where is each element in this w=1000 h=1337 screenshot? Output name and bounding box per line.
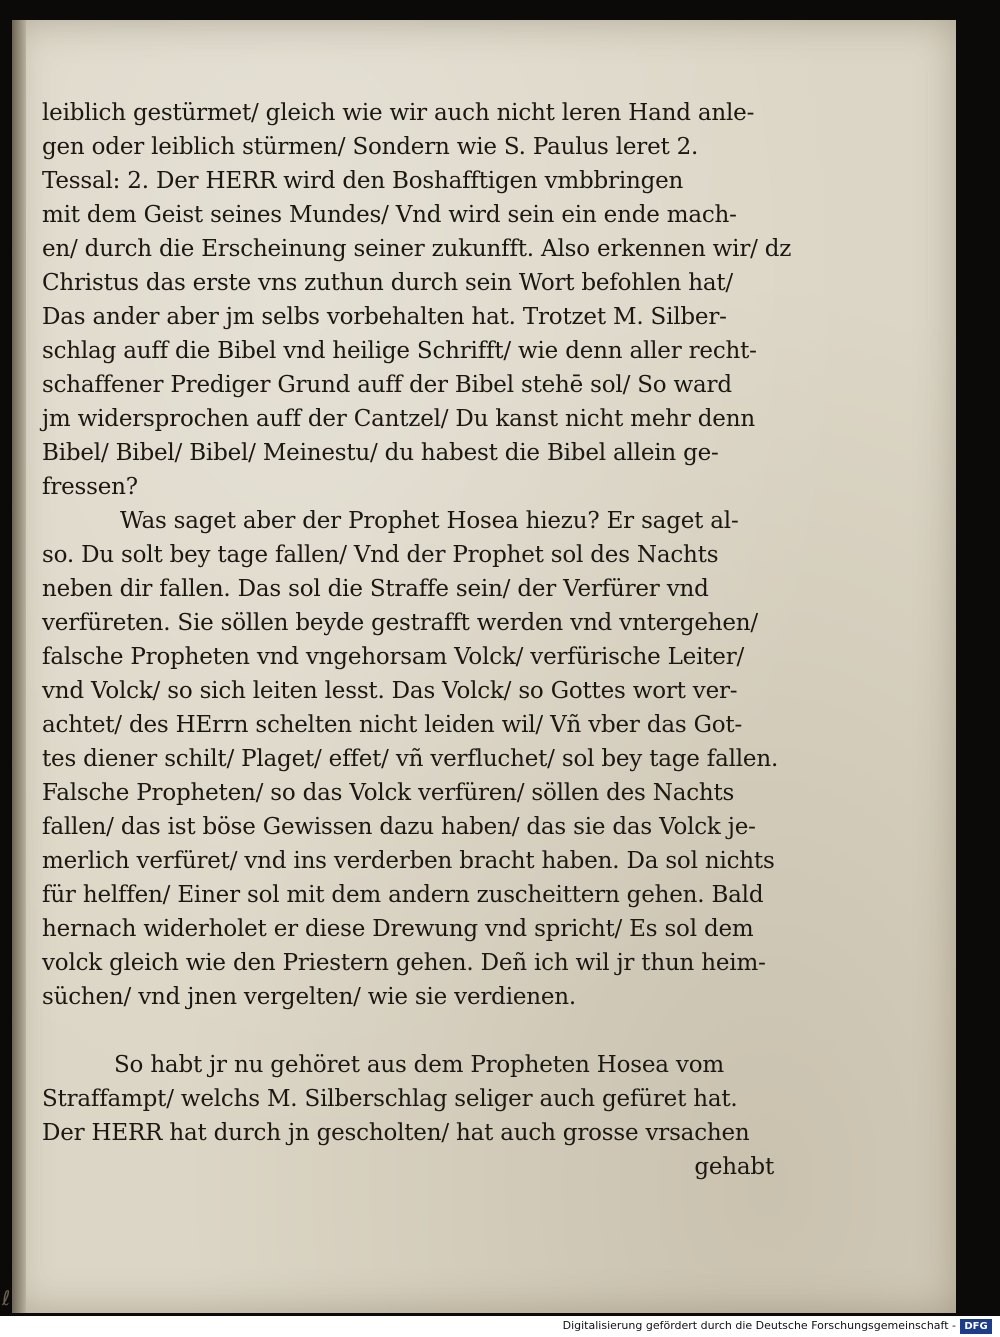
text-line: verfüreten. Sie söllen beyde gestrafft werden vnd vntergehen/ (42, 610, 758, 636)
text-line: fallen/ das ist böse Gewissen dazu haben/ das sie das Volck je- (42, 814, 756, 840)
corner-mark-icon: ℓ (2, 1286, 11, 1310)
page-text (42, 96, 792, 1184)
footer-credit: Digitalisierung gefördert durch die Deutsche Forschungsgemeinschaft - (562, 1319, 956, 1332)
text-line: schaffener Prediger Grund auff der Bibel stehē sol/ So ward (42, 372, 732, 398)
text-line: Was saget aber der Prophet Hosea hiezu? Er saget al- (120, 508, 739, 534)
text-line: Tessal: 2. Der HERR wird den Boshafftigen vmbbringen (42, 168, 684, 194)
text-line: Straffampt/ welchs M. Silberschlag seliger auch gefüret hat. (42, 1086, 738, 1112)
text-line: merlich verfüret/ vnd ins verderben bracht haben. Da sol nichts (42, 848, 775, 874)
dfg-logo-icon: DFG (960, 1319, 992, 1334)
text-line: fressen? (42, 474, 138, 500)
text-line: volck gleich wie den Priestern gehen. Deñ ich wil jr thun heim- (42, 950, 766, 976)
text-line: so. Du solt bey tage fallen/ Vnd der Prophet sol des Nachts (42, 542, 719, 568)
text-line: gen oder leiblich stürmen/ Sondern wie S. Paulus leret 2. (42, 134, 699, 160)
text-line: Christus das erste vns zuthun durch sein Wort befohlen hat/ (42, 270, 733, 296)
text-line: achtet/ des HErrn schelten nicht leiden wil/ Vñ vber das Got- (42, 712, 743, 738)
paragraph-gap (42, 1014, 782, 1048)
page-edge (12, 20, 26, 1313)
text-line: tes diener schilt/ Plaget/ effet/ vñ verfluchet/ sol bey tage fallen. (42, 746, 779, 772)
text-line: Falsche Propheten/ so das Volck verfüren/ söllen des Nachts (42, 780, 735, 806)
text-line: Bibel/ Bibel/ Bibel/ Meinestu/ du habest die Bibel allein ge- (42, 440, 719, 466)
text-line: mit dem Geist seines Mundes/ Vnd wird sein ein ende mach- (42, 202, 737, 228)
text-line: en/ durch die Erscheinung seiner zukunfft. Also erkennen wir/ dz (42, 236, 792, 262)
text-line: süchen/ vnd jnen vergelten/ wie sie verdienen. (42, 984, 577, 1010)
text-line: vnd Volck/ so sich leiten lesst. Das Volck/ so Gottes wort ver- (42, 678, 738, 704)
book-page (12, 20, 956, 1313)
text-line: Das ander aber jm selbs vorbehalten hat. Trotzet M. Silber- (42, 304, 727, 330)
text-line: falsche Propheten vnd vngehorsam Volck/ verfürische Leiter/ (42, 644, 745, 670)
text-line: jm widersprochen auff der Cantzel/ Du kanst nicht mehr denn (42, 406, 755, 432)
text-line: neben dir fallen. Das sol die Straffe sein/ der Verfürer vnd (42, 576, 709, 602)
text-line: So habt jr nu gehöret aus dem Propheten Hosea vom (114, 1052, 724, 1078)
text-line: schlag auff die Bibel vnd heilige Schrifft/ wie denn aller recht- (42, 338, 757, 364)
footer-bar (0, 1316, 1000, 1337)
text-line: leiblich gestürmet/ gleich wie wir auch nicht leren Hand anle- (42, 100, 755, 126)
text-line: für helffen/ Einer sol mit dem andern zuscheittern gehen. Bald (42, 882, 764, 908)
catchword: gehabt (694, 1154, 774, 1180)
text-line: Der HERR hat durch jn gescholten/ hat auch grosse vrsachen (42, 1120, 750, 1146)
text-line: hernach widerholet er diese Drewung vnd spricht/ Es sol dem (42, 916, 754, 942)
